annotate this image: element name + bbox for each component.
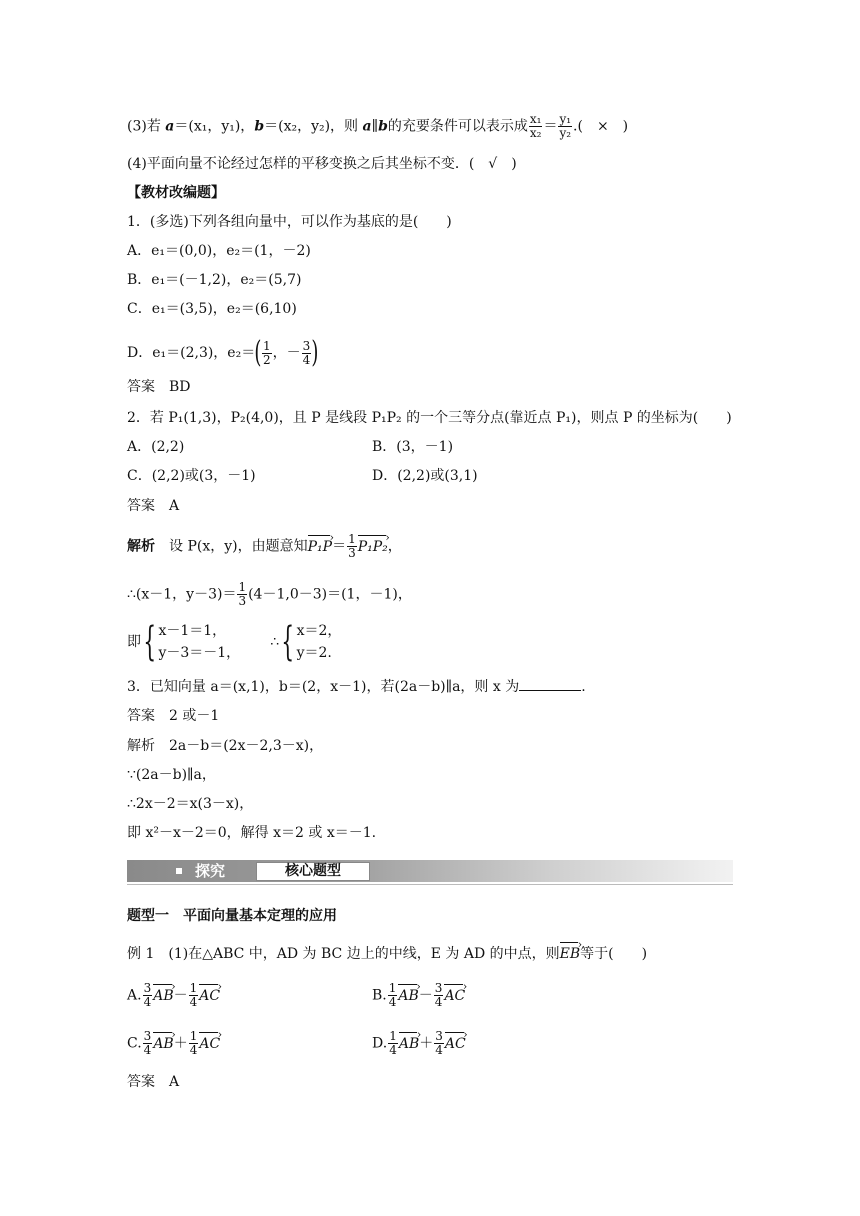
example-1-option-c: C. $\frac{3}{4}$ AB ›＋ $\frac{1}{4}$ AC › <box>127 1030 220 1057</box>
text: a＝(x,1)，b＝(2，x－1)，若(2a－b)∥a，则 x 为 <box>210 679 520 695</box>
text: 3．已知向量 <box>127 679 211 695</box>
problem-2-option-c: C．(2,2)或(3，－1) <box>127 468 256 484</box>
problem-3-solution-4: 即 x²－x－2＝0，解得 x＝2 或 x＝－1. <box>127 825 377 841</box>
fraction: $\frac{1}{3}$ <box>348 532 356 560</box>
text: 的充要条件可以表示成 <box>387 118 528 135</box>
left-paren: ( <box>254 335 262 370</box>
problem-2-option-a: A．(2,2) <box>127 439 185 455</box>
problem-1-answer: 答案 BD <box>127 379 191 395</box>
problem-3-solution-3: ∴2x－2＝x(3－x)， <box>127 796 254 812</box>
problem-3-answer: 答案 2 或－1 <box>127 708 220 724</box>
example-1-answer: 答案 A <box>127 1074 180 1090</box>
equals: ＝ <box>543 118 558 135</box>
problem-1-option-b: B．e₁＝(－1,2)，e₂＝(5,7) <box>127 272 302 288</box>
text: D．e₁＝(2,3)，e₂＝ <box>127 345 256 361</box>
text: ， <box>387 538 402 555</box>
vector-b: b <box>378 118 388 135</box>
therefore-symbol: ∴ <box>270 634 280 650</box>
judgement-mark: .( × ) <box>573 118 629 135</box>
text: ，－ <box>272 345 301 361</box>
fraction: $\frac{1}{3}$ <box>238 580 247 608</box>
statement-4: (4)平面向量不论经过怎样的平移变换之后其坐标不变．( √ ) <box>127 156 517 172</box>
problem-2-solution-line-1 <box>127 533 402 560</box>
parallel-symbol: ∥ <box>371 118 379 135</box>
text: 设 P(x，y)，由题意知 <box>155 538 308 555</box>
problem-3-solution-2: ∵(2a－b)∥a， <box>127 767 216 783</box>
vector-p1p2: P₁P₂ › <box>358 537 388 557</box>
fraction: $\frac{3}{4}$ <box>302 338 311 367</box>
equation-system: x＝2， y＝2. <box>296 623 342 661</box>
problem-2-answer: 答案 A <box>127 498 180 514</box>
equals: ＝ <box>332 538 347 555</box>
equation-system: x－1＝1， y－3＝－1， <box>158 623 241 661</box>
problem-1-option-d <box>127 335 319 370</box>
vector-a: a <box>165 118 175 135</box>
solution-label: 解析 <box>127 538 155 555</box>
problem-2-option-d: D．(2,2)或(3,1) <box>372 468 478 484</box>
section-heading-textbook: 【教材改编题】 <box>127 185 225 201</box>
problem-3-stem <box>127 676 586 697</box>
problem-2-stem: 2．若 P₁(1,3)，P₂(4,0)，且 P 是线段 P₁P₂ 的一个三等分点(靠近点 P₁)，则点 P 的坐标为( ) <box>127 410 732 426</box>
section-banner <box>127 860 733 886</box>
left-brace: { <box>143 619 157 665</box>
type-heading: 题型一 平面向量基本定理的应用 <box>127 908 337 924</box>
text: 即 <box>127 634 141 650</box>
text: ＝(x₁，y₁)， <box>174 118 255 135</box>
example-1-option-b: B. $\frac{1}{4}$ AB ›－ $\frac{3}{4}$ AC › <box>372 982 465 1009</box>
example-1-option-a: A. $\frac{3}{4}$ AB ›－ $\frac{1}{4}$ AC › <box>127 982 220 1009</box>
text: . <box>581 679 586 695</box>
problem-1-option-a: A．e₁＝(0,0)，e₂＝(1，－2) <box>127 243 311 259</box>
problem-2-option-b: B．(3，－1) <box>372 439 454 455</box>
text: (3)若 <box>127 118 166 135</box>
banner-square <box>176 868 182 874</box>
problem-2-solution-line-2 <box>127 581 412 608</box>
vector-eb: EB › <box>560 944 581 964</box>
banner-underline <box>127 884 733 885</box>
text: (4－1,0－3)＝(1，－1)， <box>248 586 412 603</box>
text: ∴(x－1，y－3)＝ <box>127 586 237 603</box>
example-1-stem <box>127 944 647 964</box>
left-brace: { <box>281 619 295 665</box>
text: 等于( ) <box>580 946 648 962</box>
fraction: $\frac{\text{y₁}}{\text{y₂}}$ <box>559 112 572 140</box>
right-paren: ) <box>311 335 319 370</box>
banner-subtitle: 核心题型 <box>256 862 370 881</box>
problem-2-solution-system <box>127 620 341 664</box>
fraction: $\frac{\text{x₁}}{\text{x₂}}$ <box>529 112 542 140</box>
banner-title: 探究 <box>195 862 226 880</box>
answer-blank <box>519 676 581 691</box>
problem-1-stem: 1．(多选)下列各组向量中，可以作为基底的是( ) <box>127 214 452 230</box>
fraction: $\frac{1}{2}$ <box>262 338 271 367</box>
problem-3-solution-1: 解析 2a－b＝(2x－2,3－x)， <box>127 738 324 754</box>
vector-a: a <box>362 118 372 135</box>
text: 例 1 (1)在△ABC 中，AD 为 BC 边上的中线，E 为 AD 的中点，则 <box>127 946 560 962</box>
problem-1-option-c: C．e₁＝(3,5)，e₂＝(6,10) <box>127 301 297 317</box>
text: ＝(x₂，y₂)，则 <box>264 118 363 135</box>
vector-b: b <box>254 118 265 135</box>
example-1-option-d: D. $\frac{1}{4}$ AB ›＋ $\frac{3}{4}$ AC › <box>372 1030 466 1057</box>
vector-p1p: P₁P › <box>308 537 332 557</box>
statement-3 <box>127 113 628 140</box>
